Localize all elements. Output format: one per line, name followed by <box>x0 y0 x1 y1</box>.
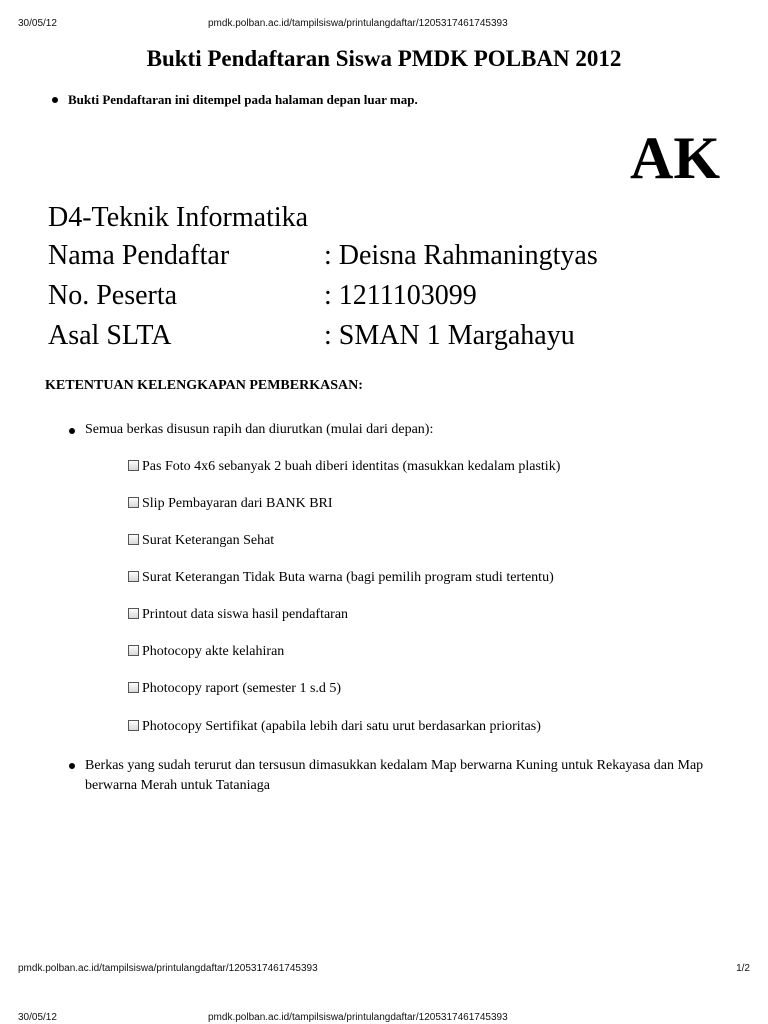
final-note-text: Berkas yang sudah terurut dan tersusun dimasukkan kedalam Map berwarna Kuning untuk Rekayasa dan Map berwarna Merah untuk Tataniaga <box>85 758 704 793</box>
checklist-item-label: Slip Pembayaran dari BANK BRI <box>142 496 333 511</box>
bullet-icon <box>69 428 75 434</box>
field-row-no-peserta <box>48 280 477 312</box>
field-value: : Deisna Rahmaningtyas <box>324 240 598 271</box>
field-value: : SMAN 1 Margahayu <box>324 320 575 351</box>
checkbox[interactable] <box>128 720 139 731</box>
checkbox[interactable] <box>128 571 139 582</box>
checklist-item <box>128 607 348 623</box>
checkbox[interactable] <box>128 534 139 545</box>
checkbox[interactable] <box>128 497 139 508</box>
checklist-item-label: Photocopy raport (semester 1 s.d 5) <box>142 681 342 696</box>
bullet-icon <box>69 763 75 769</box>
final-note <box>85 756 745 796</box>
checklist-item-label: Photocopy akte kelahiran <box>142 644 285 659</box>
page-title: Bukti Pendaftaran Siswa PMDK POLBAN 2012 <box>146 46 622 71</box>
checklist-item <box>128 533 274 549</box>
checklist-item-label: Pas Foto 4x6 sebanyak 2 buah diberi identitas (masukkan kedalam plastik) <box>142 459 561 474</box>
field-label: Asal SLTA <box>48 320 172 351</box>
next-page-date: 30/05/12 <box>18 1012 57 1023</box>
requirements-intro-text: Semua berkas disusun rapih dan diurutkan (mulai dari depan): <box>85 422 434 437</box>
checklist-item <box>128 681 341 697</box>
checklist-item-label: Printout data siswa hasil pendaftaran <box>142 607 349 622</box>
field-label: Nama Pendaftar <box>48 240 230 271</box>
checklist-item <box>128 719 541 735</box>
top-note-text: Bukti Pendaftaran ini ditempel pada halaman depan luar map. <box>68 92 418 107</box>
checklist-item <box>128 570 554 586</box>
print-url: pmdk.polban.ac.id/tampilsiswa/printulangdaftar/1205317461745393 <box>208 18 508 29</box>
checklist-item-label: Surat Keterangan Tidak Buta warna (bagi pemilih program studi tertentu) <box>142 570 554 585</box>
requirements-heading: KETENTUAN KELENGKAPAN PEMBERKASAN: <box>45 378 363 393</box>
checklist-item-label: Surat Keterangan Sehat <box>142 533 275 548</box>
program-name: D4-Teknik Informatika <box>48 202 309 233</box>
field-row-asal-slta <box>48 320 575 352</box>
requirements-intro <box>85 422 433 438</box>
top-note <box>68 92 418 108</box>
checklist-item-label: Photocopy Sertifikat (apabila lebih dari satu urut berdasarkan prioritas) <box>142 719 541 734</box>
checkbox[interactable] <box>128 460 139 471</box>
field-row-nama <box>48 240 598 272</box>
bullet-icon <box>52 97 58 103</box>
checkbox[interactable] <box>128 645 139 656</box>
checklist-item <box>128 459 560 475</box>
program-code: AK <box>630 125 720 191</box>
checkbox[interactable] <box>128 682 139 693</box>
checkbox[interactable] <box>128 608 139 619</box>
checklist-item <box>128 644 284 660</box>
field-label: No. Peserta <box>48 280 178 311</box>
next-page-url: pmdk.polban.ac.id/tampilsiswa/printulangdaftar/1205317461745393 <box>208 1012 508 1023</box>
field-value: : 1211103099 <box>324 280 477 311</box>
footer-url: pmdk.polban.ac.id/tampilsiswa/printulangdaftar/1205317461745393 <box>18 963 318 974</box>
footer-page-number: 1/2 <box>736 963 750 974</box>
checklist-item <box>128 496 333 512</box>
print-date: 30/05/12 <box>18 18 57 29</box>
